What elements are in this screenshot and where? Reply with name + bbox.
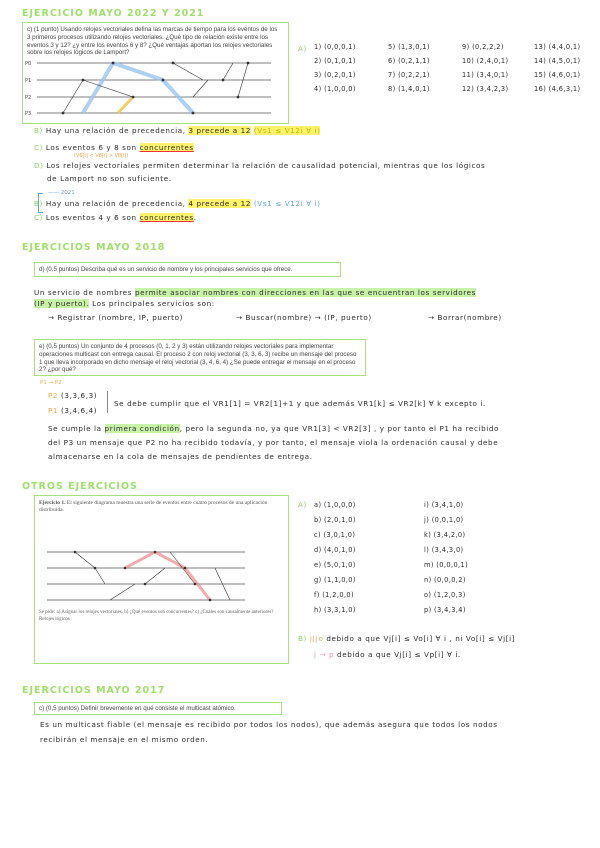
p1-vector: P1 (3,4,6,4) <box>48 406 98 415</box>
answer-b: B) Hay una relación de precedencia, 3 precede a 12 (Vs1 ≤ V12i ∀ i) <box>34 126 321 135</box>
question-box-e <box>34 339 366 376</box>
question-box-c <box>34 702 282 715</box>
answer-item: 12) (3,4,2,3) <box>462 85 509 93</box>
answer-item: n) (0,0,0,2) <box>424 576 466 584</box>
answer-c-note: (V6[i] < V8[i] > V8[i]) <box>74 153 129 159</box>
answer-item: e) (5,0,1,0) <box>314 561 356 569</box>
answer-item: c) (3,0,1,0) <box>314 531 356 539</box>
answer-item: 6) (0,2,1,1) <box>388 57 430 65</box>
answer-item: b) (2,0,1,0) <box>314 516 356 524</box>
service-lookup: → Buscar(nombre) → (IP, puerto) <box>236 313 372 322</box>
section-title-mayo-2018: EJERCICIOS MAYO 2018 <box>22 242 166 253</box>
other-timeline-diagram <box>35 544 288 606</box>
question-d-text: d) (0,5 puntos) Describa qué es un servicio de nombre y los principales servicios que ofrece. <box>39 266 293 273</box>
section-title-mayo-2017: EJERCICIOS MAYO 2017 <box>22 685 166 696</box>
answer-d-cont: de Lamport no son suficiente. <box>47 174 172 183</box>
answer-item: 15) (4,6,0,1) <box>534 71 581 79</box>
answer-d: D) Los relojes vectoriales permiten determinar la relación de causalidad potencial, mientras que los lógicos <box>34 161 486 170</box>
explanation-line2: del P3 un mensaje que P2 no ha recibido todavía, y por tanto, el mensaje viola la ordenación causal y debe <box>48 438 499 447</box>
service-delete: → Borrar(nombre) <box>428 313 502 322</box>
section-title-otros: OTROS EJERCICIOS <box>22 481 138 492</box>
answer-item: p) (3,4,3,4) <box>424 606 466 614</box>
answer-name-service-line2: (IP y puerto). Los principales servicios son: <box>34 299 215 308</box>
process-arrow-note: P1 → P2 <box>40 380 62 386</box>
answer-item: 1) (0,0,0,1) <box>314 43 356 51</box>
answer-item: 9) (0,2,2,2) <box>462 43 504 51</box>
answer-item: 16) (4,6,3,1) <box>534 85 581 93</box>
answer-c-2021: C) Los eventos 4 y 6 son concurrentes. <box>34 213 197 222</box>
process-label: P1 <box>25 78 32 84</box>
answer-item: 5) (1,3,0,1) <box>388 43 430 51</box>
answer-item: 13) (4,4,0,1) <box>534 43 581 51</box>
answer-item: g) (1,1,0,0) <box>314 576 356 584</box>
question-box-d <box>34 262 341 277</box>
answer-item: m) (0,0,0,1) <box>424 561 469 569</box>
question-e-text: e) (0,5 puntos) Un conjunto de 4 procesos (0, 1, 2 y 3) están utilizando relojes vectoriales para implementar operaciones multicast con entrega causal. El proceso 2 con reloj vectorial (3, 3, 6, 3) recibe un mensaje del proceso 1 que lleva incorporado en dicho mensaje el reloj vectorial (3, 4, 6, 4) ¿Se puede entregar el mensaje en el proceso 2? ¿por qué? <box>39 343 357 374</box>
answer-item: o) (1,2,0,3) <box>424 591 466 599</box>
section-title-mayo-2022: EJERCICIO MAYO 2022 Y 2021 <box>22 8 205 19</box>
answer-item: 2) (0,1,0,1) <box>314 57 356 65</box>
question-c-text: c) (0,5 puntos) Definir brevemente en qué consiste el multicast atómico. <box>39 705 236 712</box>
answer-label-a: A) <box>298 44 307 53</box>
explanation-line3: almacenarse en la cola de mensajes de pendientes de entrega. <box>48 452 313 461</box>
year-2021-label: —— 2021 <box>48 190 75 196</box>
brace-divider <box>107 391 108 413</box>
vector-clock-answers <box>314 43 600 93</box>
explanation-line1: Se cumple la primera condición, pero la segunda no, ya que VR1[3] < VR2[3] , y por tanto el P1 ha recibido <box>48 424 500 433</box>
process-label: P3 <box>25 111 32 117</box>
exercise-box-other <box>34 495 289 664</box>
atomic-multicast-answer-line1: Es un multicast fiable (el mensaje es recibido por todos los nodos), que además asegura que todos los nodos <box>40 720 498 729</box>
exercise-box-vector-clocks <box>22 22 289 124</box>
answer-item: h) (3,3,1,0) <box>314 606 356 614</box>
answer-label-a-other: A) <box>298 500 307 509</box>
process-label: P0 <box>25 61 32 67</box>
exercise-1-heading: Ejercicio 1. El siguiente diagrama muestra una serie de eventos entre cuatro procesos de una aplicación distribuida. <box>39 500 268 514</box>
other-vector-answers <box>314 501 534 614</box>
answer-item: 10) (2,4,0,1) <box>462 57 509 65</box>
p2-vector: P2 (3,3,6,3) <box>48 391 98 400</box>
process-timeline-diagram <box>23 53 288 121</box>
exercise-1-items: Se pide: a) Asignar los relojes vectoriales. b) ¿Qué eventos son concurrentes? c) ¿Cuáles son causalmente anteriores? Relojes lógicos <box>39 610 274 622</box>
answer-item: j) (0,0,1,0) <box>424 516 464 524</box>
causal-condition: Se debe cumplir que el VR1[1] = VR2[1]+1 y que además VR1[k] ≤ VR2[k] ∀ k excepto i. <box>114 399 486 408</box>
answer-item: l) (3,4,3,0) <box>424 546 464 554</box>
answer-item: 8) (1,4,0,1) <box>388 85 430 93</box>
answer-b-other-line1: B) j||o debido a que Vj[i] ≤ Vo[i] ∀ i , ni Vo[i] ≤ Vj[i] <box>298 634 516 643</box>
answer-item: k) (3,4,2,0) <box>424 531 466 539</box>
answer-item: 3) (0,2,0,1) <box>314 71 356 79</box>
answer-item: d) (4,0,1,0) <box>314 546 356 554</box>
atomic-multicast-answer-line2: recibirán el mensaje en el mismo orden. <box>40 735 209 744</box>
answer-item: 14) (4,5,0,1) <box>534 57 581 65</box>
answer-name-service-line1: Un servicio de nombres permite asociar nombres con direcciones en las que se encuentran los servidores <box>34 288 477 297</box>
answer-c: C) Los eventos 6 y 8 son concurrentes <box>34 143 194 152</box>
answer-item: a) (1,0,0,0) <box>314 501 356 509</box>
exercise-question-text: c) (1 punto) Usando relojes vectoriales defina las marcas de tiempo para los eventos de los 3 primeros procesos utilizando relojes vectoriales. ¿Qué tipo de relación existe entre los eventos 3 y 12? ¿y entre los eventos 6 y 8? ¿Qué ventajas aportan los relojes vectoriales sobre los relojes lógicos de Lamport? <box>27 26 278 57</box>
answer-item: i) (3,4,1,0) <box>424 501 464 509</box>
answer-b-other-line2: j → p debido a que Vj[i] ≤ Vp[i] ∀ i. <box>314 650 461 659</box>
process-label: P2 <box>25 95 32 101</box>
answer-item: 7) (0,2,2,1) <box>388 71 430 79</box>
answer-item: f) (1,2,0,0) <box>314 591 355 599</box>
answer-item: 11) (3,4,0,1) <box>462 71 509 79</box>
answer-item: 4) (1,0,0,0) <box>314 85 356 93</box>
service-register: → Registrar (nombre, IP, puerto) <box>48 313 183 322</box>
answer-b-2021: B) Hay una relación de precedencia, 4 precede a 12 (Vs1 ≤ V12i ∀ i) <box>34 199 321 208</box>
